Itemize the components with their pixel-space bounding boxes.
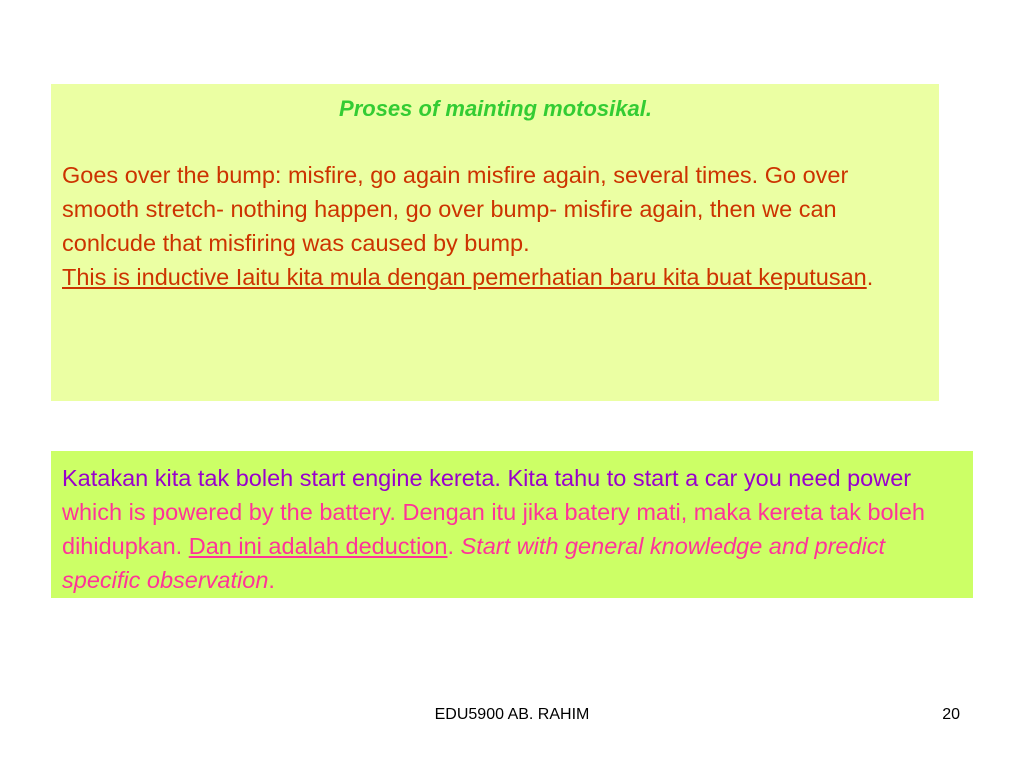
deduction-example-text: which is powered by the battery. Dengan itu jika batery mati, maka kereta tak boleh dihidupkan. bbox=[62, 499, 925, 559]
induction-text-box bbox=[51, 84, 939, 401]
deduction-intro-text: Katakan kita tak boleh start engine kereta. Kita tahu to start a car you need power bbox=[62, 465, 912, 491]
deduction-explanation: Start with general knowledge and predict specific observation bbox=[62, 533, 886, 593]
deduction-end-period: . bbox=[268, 567, 275, 593]
box-title: Proses of mainting motosikal. bbox=[339, 96, 652, 121]
deduction-text-box bbox=[51, 451, 973, 598]
deduction-definition: Dan ini adalah deduction bbox=[188, 533, 448, 559]
induction-paragraph bbox=[62, 158, 929, 294]
induction-example-text: Goes over the bump: misfire, go again misfire again, several times. Go over smooth stretch- nothing happen, go over bump- misfire again, then we can conlcude that misfiring was caused by bump. bbox=[62, 162, 849, 256]
induction-end-period: . bbox=[866, 264, 874, 290]
page-number: 20 bbox=[942, 706, 960, 723]
footer-author: EDU5900 AB. RAHIM bbox=[434, 706, 590, 723]
deduction-dot: . bbox=[447, 533, 461, 559]
induction-definition: This is inductive Iaitu kita mula dengan pemerhatian baru kita buat keputusan bbox=[62, 264, 867, 290]
